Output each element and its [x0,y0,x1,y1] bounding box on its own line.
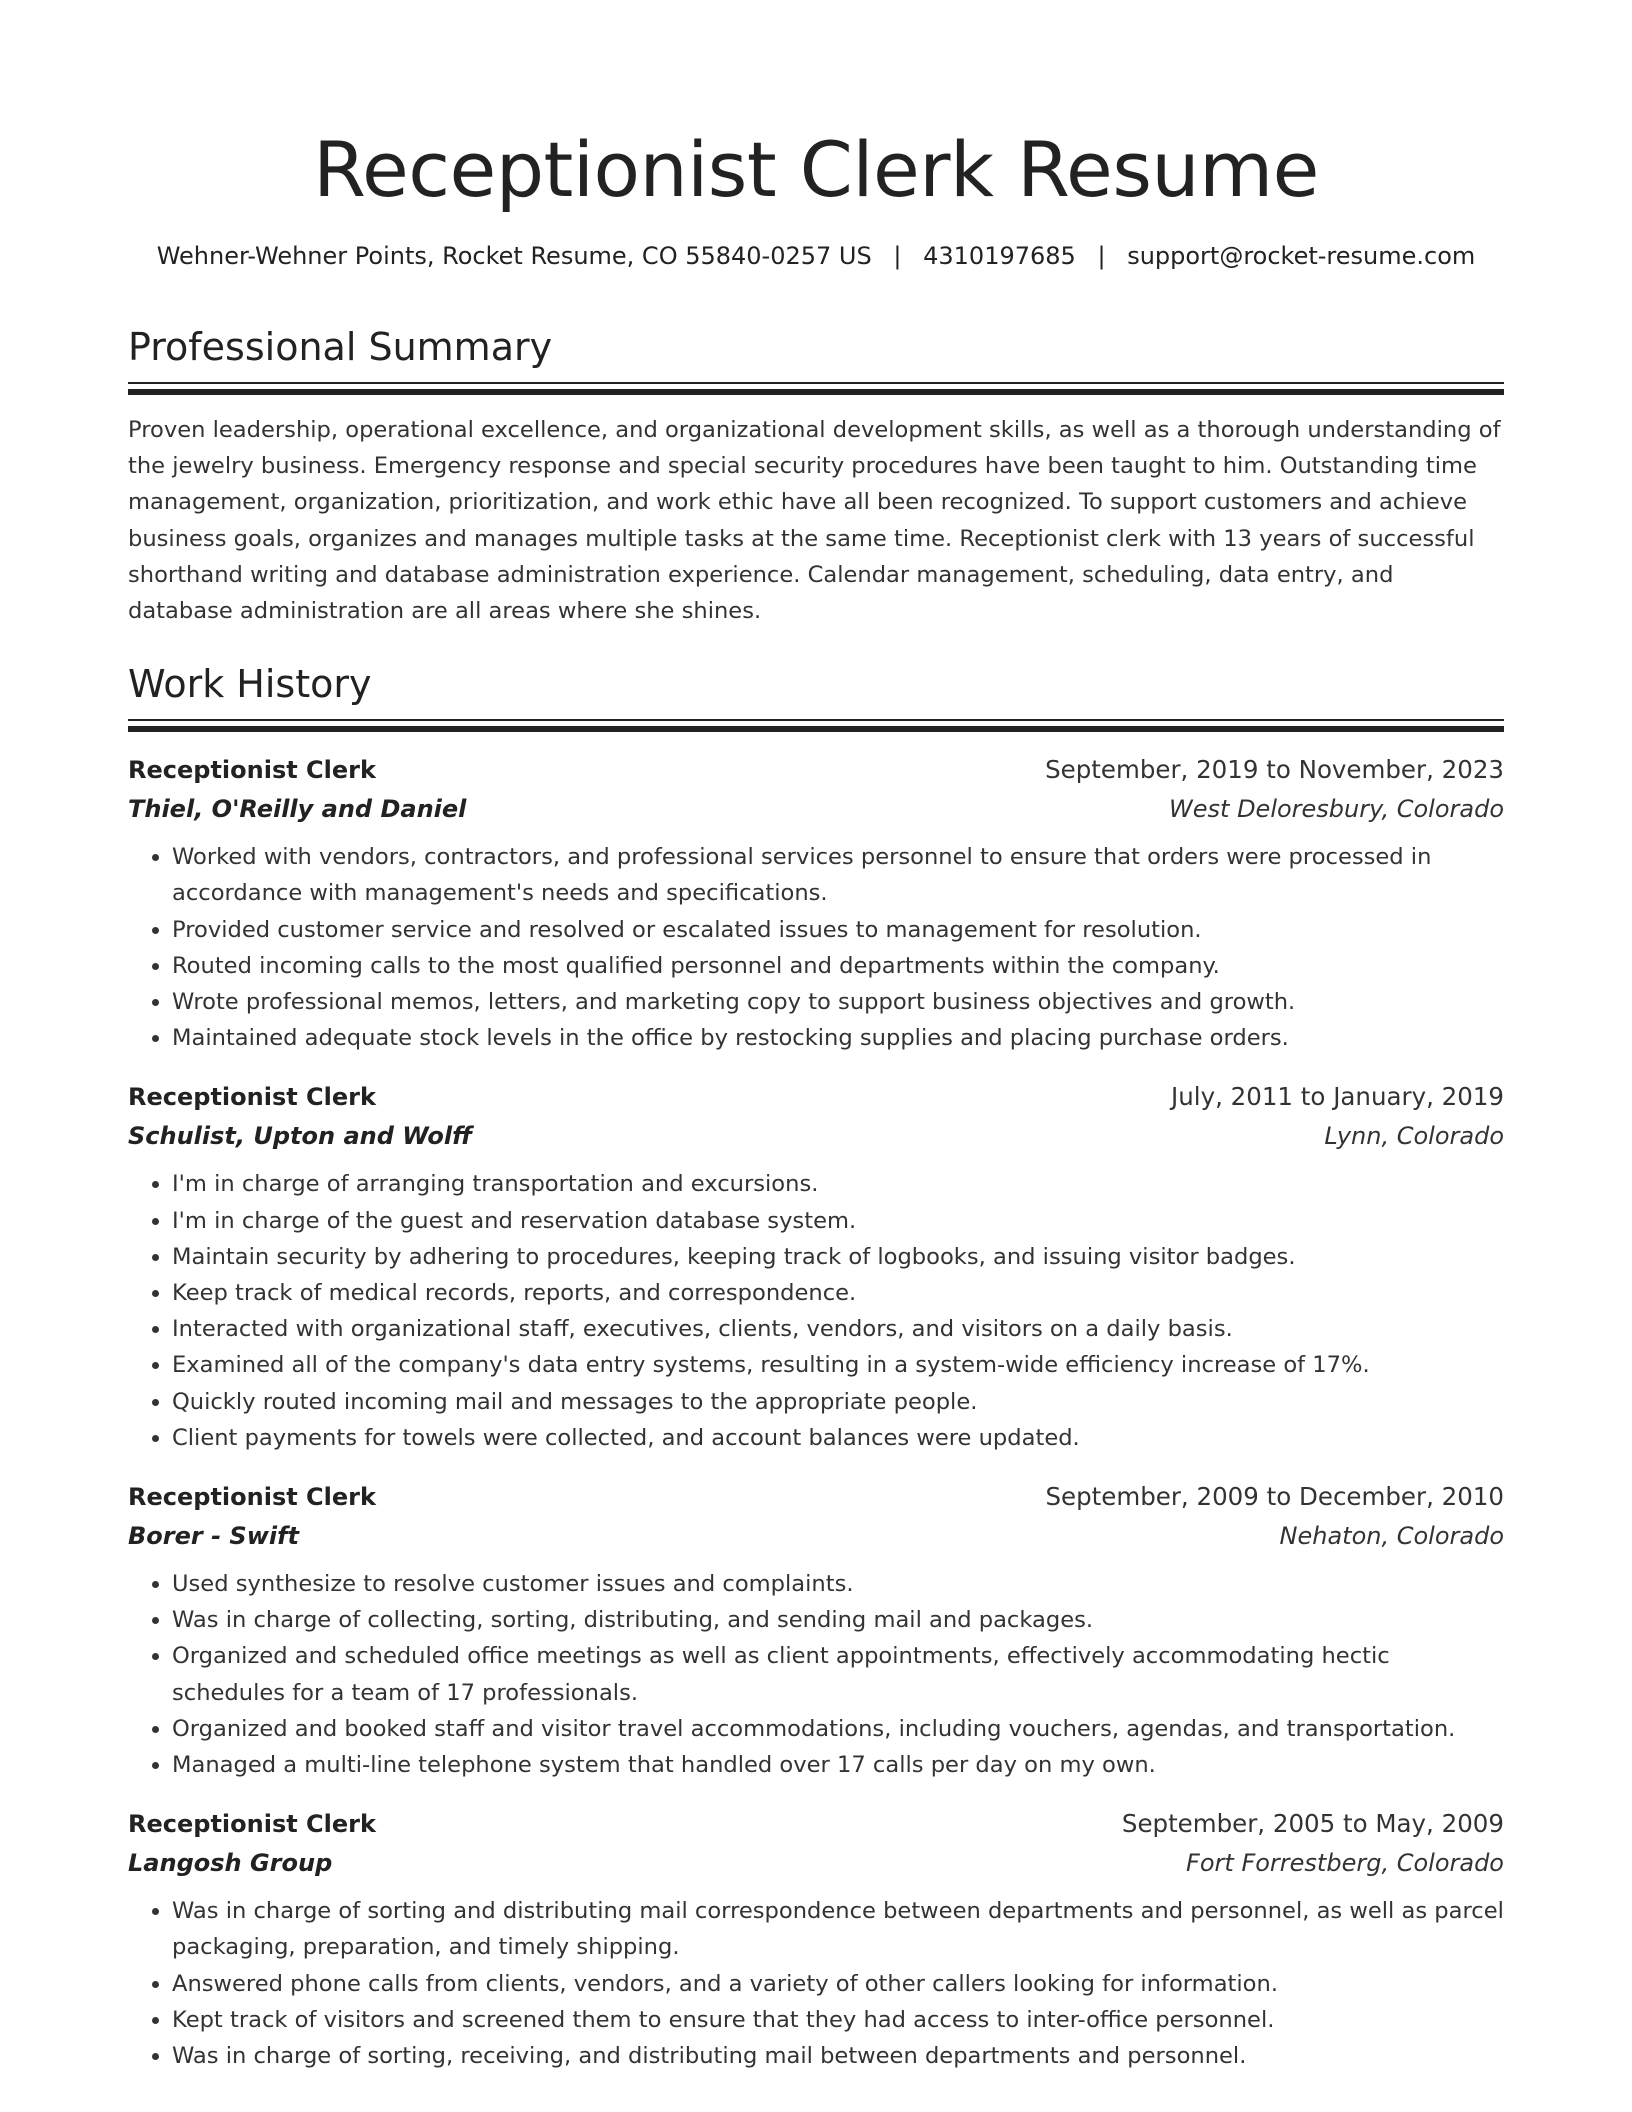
job-dates: July, 2011 to January, 2019 [1171,1082,1504,1112]
job-dates: September, 2019 to November, 2023 [1045,755,1504,785]
job-list [128,751,1504,2074]
job-bullet: • Was in charge of sorting and distributing mail correspondence between departments and personnel, as well as parcel packaging, preparation, and timely shipping. [172,1893,1504,1965]
job-bullet: • Used synthesize to resolve customer issues and complaints. [172,1566,1504,1602]
contact-separator: | [1097,242,1106,270]
job-bullets [128,1893,1504,2074]
work-history-section [128,659,1504,2074]
job-entry [128,1478,1504,1783]
job-company: Langosh Group [128,1849,333,1878]
job-bullet: • Organized and scheduled office meetings as well as client appointments, effectively accommodating hectic schedules for a team of 17 professionals. [172,1638,1504,1710]
job-title: Receptionist Clerk [128,1483,376,1512]
section-heading: Work History [128,662,372,707]
job-bullet: • Routed incoming calls to the most qualified personnel and departments within the company. [172,948,1504,984]
job-bullet: • Examined all of the company's data entry systems, resulting in a system-wide efficiency increase of 17%. [172,1347,1504,1383]
job-bullets [128,1166,1504,1456]
job-company: Thiel, O'Reilly and Daniel [128,795,467,824]
job-company: Schulist, Upton and Wolff [128,1122,473,1151]
job-bullet: • Answered phone calls from clients, vendors, and a variety of other callers looking for information. [172,1966,1504,2002]
job-entry [128,1805,1504,2074]
resume-title: Receptionist Clerk Resume [313,125,1319,214]
section-divider [128,719,1504,731]
contact-email: support@rocket-resume.com [1127,242,1476,270]
job-bullet: • Quickly routed incoming mail and messages to the appropriate people. [172,1384,1504,1420]
job-header-row [128,1805,1504,1843]
section-divider [128,382,1504,394]
job-bullet: • Provided customer service and resolved or escalated issues to management for resolution. [172,912,1504,948]
professional-summary-section [128,322,1504,629]
job-company-row [128,789,1504,829]
job-location: Fort Forrestberg, Colorado [1186,1849,1504,1878]
job-bullet: • Was in charge of collecting, sorting, distributing, and sending mail and packages. [172,1602,1504,1638]
job-bullet: • Kept track of visitors and screened them to ensure that they had access to inter-office personnel. [172,2002,1504,2038]
job-location: Lynn, Colorado [1324,1122,1504,1151]
job-dates: September, 2005 to May, 2009 [1121,1809,1504,1839]
summary-text: Proven leadership, operational excellence, and organizational development skills, as well as a thorough understanding of the jewelry business. Emergency response and special security procedures have been taught to him. Outstanding time management, organization, prioritization, and work ethic have all been recognized. To support customers and achieve business goals, organizes and manages multiple tasks at the same time. Receptionist clerk with 13 years of successful shorthand writing and database administration experience. Calendar management, scheduling, data entry, and database administration are all areas where she shines. [128,417,1501,625]
job-bullet: • Maintain security by adhering to procedures, keeping track of logbooks, and issuing visitor badges. [172,1239,1504,1275]
job-location: West Deloresbury, Colorado [1169,795,1504,824]
job-title: Receptionist Clerk [128,1083,376,1112]
job-company-row [128,1516,1504,1556]
job-bullet: • Was in charge of sorting, receiving, and distributing mail between departments and personnel. [172,2038,1504,2074]
job-company-row [128,1116,1504,1156]
contact-phone: 4310197685 [923,242,1076,270]
contact-address: Wehner-Wehner Points, Rocket Resume, CO 55840-0257 US [156,242,872,270]
job-bullet: • I'm in charge of the guest and reservation database system. [172,1203,1504,1239]
job-bullets [128,1566,1504,1783]
job-bullet: • Worked with vendors, contractors, and professional services personnel to ensure that orders were processed in accordance with management's needs and specifications. [172,839,1504,911]
job-company: Borer - Swift [128,1522,299,1551]
job-bullet: • Keep track of medical records, reports, and correspondence. [172,1275,1504,1311]
job-bullet: • Organized and booked staff and visitor travel accommodations, including vouchers, agendas, and transportation. [172,1711,1504,1747]
job-bullets [128,839,1504,1056]
job-location: Nehaton, Colorado [1279,1522,1504,1551]
contact-separator: | [893,242,902,270]
job-header-row [128,1478,1504,1516]
contact-line [128,240,1504,272]
job-bullet: • Client payments for towels were collected, and account balances were updated. [172,1420,1504,1456]
job-bullet: • Interacted with organizational staff, executives, clients, vendors, and visitors on a daily basis. [172,1311,1504,1347]
job-title: Receptionist Clerk [128,756,376,785]
job-bullet: • I'm in charge of arranging transportation and excursions. [172,1166,1504,1202]
section-heading: Professional Summary [128,325,553,369]
job-entry [128,1078,1504,1456]
job-entry [128,751,1504,1056]
job-dates: September, 2009 to December, 2010 [1045,1482,1504,1512]
job-bullet: • Maintained adequate stock levels in the office by restocking supplies and placing purchase orders. [172,1020,1504,1056]
job-bullet: • Wrote professional memos, letters, and marketing copy to support business objectives and growth. [172,984,1504,1020]
job-header-row [128,751,1504,789]
job-title: Receptionist Clerk [128,1810,376,1839]
job-company-row [128,1843,1504,1883]
job-bullet: • Managed a multi-line telephone system that handled over 17 calls per day on my own. [172,1747,1504,1783]
job-header-row [128,1078,1504,1116]
